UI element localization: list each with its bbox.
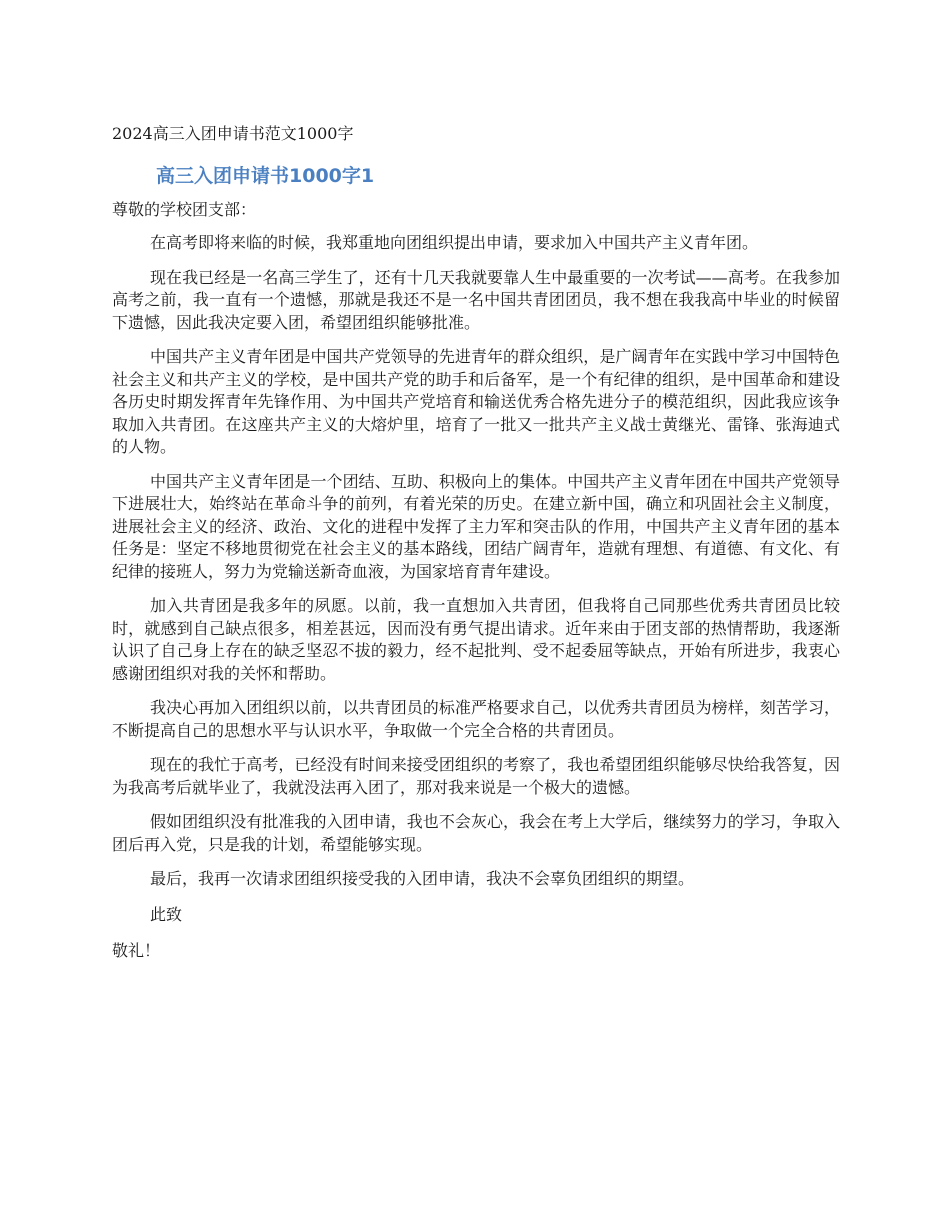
- paragraph: 中国共产主义青年团是中国共产党领导的先进青年的群众组织，是广阔青年在实践中学习中国特色社会主义和共产主义的学校，是中国共产党的助手和后备军，是一个有纪律的组织，是中国革命和建设各历史时期发挥青年先锋作用、为中国共产党培育和输送优秀合格先进分子的模范组织，因此我应该争取加入共青团。在这座共产主义的大熔炉里，培育了一批又一批共产主义战士黄继光、雷锋、张海迪式的人物。: [112, 347, 840, 456]
- paragraph: 假如团组织没有批准我的入团申请，我也不会灰心，我会在考上大学后，继续努力的学习，争取入团后再入党，只是我的计划，希望能够实现。: [112, 812, 840, 854]
- paragraph: 最后，我再一次请求团组织接受我的入团申请，我决不会辜负团组织的期望。: [150, 869, 695, 888]
- paragraph: 中国共产主义青年团是一个团结、互助、积极向上的集体。中国共产主义青年团在中国共产党领导下进展壮大，始终站在革命斗争的前列，有着光荣的历史。在建立新中国，确立和巩固社会主义制度，进展社会主义的经济、政治、文化的进程中发挥了主力军和突击队的作用，中国共产主义青年团的基本任务是：坚定不移地贯彻党在社会主义的基本路线，团结广阔青年，造就有理想、有道德、有文化、有纪律的接班人，努力为党输送新奇血液，为国家培育青年建设。: [112, 471, 840, 581]
- section-heading: 高三入团申请书1000字1: [156, 165, 375, 187]
- paragraph: 加入共青团是我多年的夙愿。以前，我一直想加入共青团，但我将自己同那些优秀共青团员比较时，就感到自己缺点很多，相差甚远，因而没有勇气提出请求。近年来由于团支部的热情帮助，我逐渐认识了自己身上存在的缺乏坚忍不拔的毅力，经不起批判、受不起委屈等缺点，开始有所进步，我衷心感谢团组织对我的关怀和帮助。: [112, 596, 840, 683]
- document-title: 2024高三入团申请书范文1000字: [112, 124, 354, 143]
- closing-jing-li: 敬礼！: [112, 940, 161, 960]
- paragraph: 我决心再加入团组织以前，以共青团员的标准严格要求自己，以优秀共青团员为榜样，刻苦学习，不断提高自己的思想水平与认识水平，争取做一个完全合格的共青团员。: [112, 698, 840, 740]
- paragraph: 在高考即将来临的时候，我郑重地向团组织提出申请，要求加入中国共产主义青年团。: [150, 233, 759, 252]
- paragraph: 现在的我忙于高考，已经没有时间来接受团组织的考察了，我也希望团组织能够尽快给我答复，因为我高考后就毕业了，我就没法再入团了，那对我来说是一个极大的遗憾。: [112, 755, 840, 797]
- document-page: [112, 122, 840, 975]
- salutation: 尊敬的学校团支部：: [112, 200, 257, 219]
- closing-ci-zhi: 此致: [150, 904, 183, 924]
- paragraph: 现在我已经是一名高三学生了，还有十几天我就要靠人生中最重要的一次考试——高考。在我参加高考之前，我一直有一个遗憾，那就是我还不是一名中国共青团团员，我不想在我我高中毕业的时候留下遗憾，因此我决定要入团，希望团组织能够批准。: [112, 267, 840, 332]
